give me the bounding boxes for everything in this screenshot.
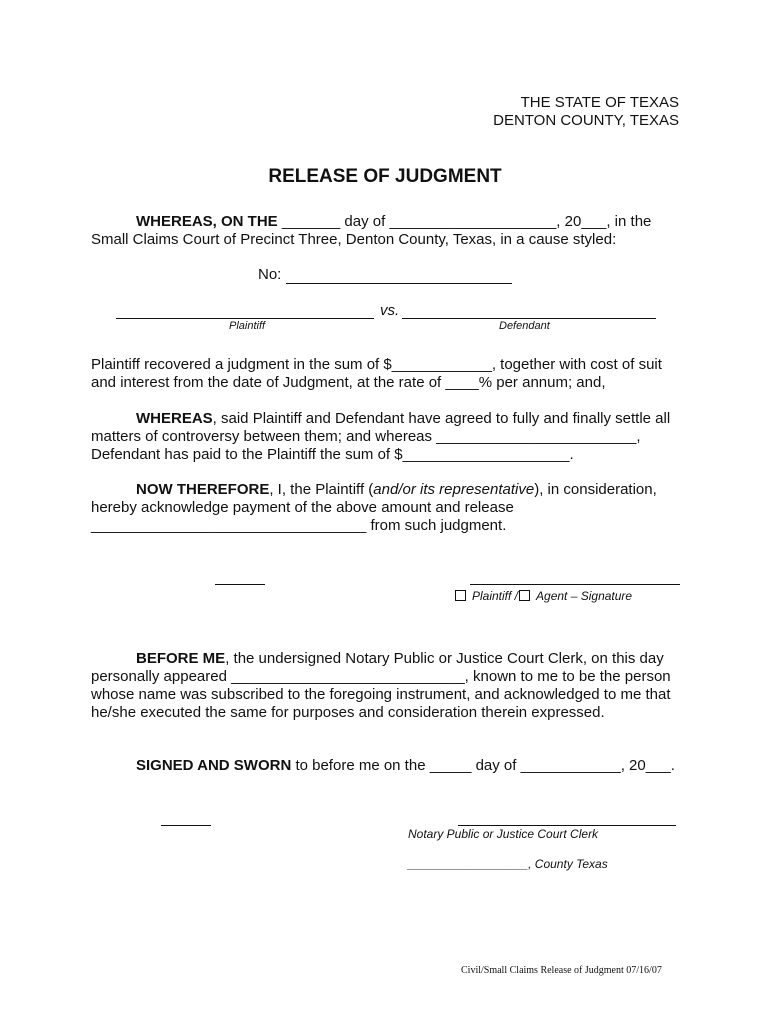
para5-line1 [136, 650, 664, 668]
county-caption: __________________, County Texas [408, 857, 608, 871]
case-no-label: No: [258, 266, 282, 283]
para5-line4: he/she executed the same for purposes and consideration therein expressed. [91, 704, 605, 721]
para5-line3: whose name was subscribed to the foregoing instrument, and acknowledged to me that [91, 686, 671, 703]
para5-lead: BEFORE ME [136, 650, 226, 667]
para1-lead: WHEREAS, ON THE [136, 213, 278, 230]
plaintiff-checkbox[interactable] [455, 590, 466, 601]
case-no-line[interactable] [286, 283, 512, 284]
para6-lead: SIGNED AND SWORN [136, 757, 292, 774]
plaintiff-option-label: Plaintiff / [472, 589, 519, 603]
signature-caption [455, 589, 632, 603]
date-short-line[interactable] [215, 584, 265, 585]
header-county: DENTON COUNTY, TEXAS [493, 112, 679, 129]
footer-form-id: Civil/Small Claims Release of Judgment 07/16/07 [461, 965, 662, 976]
para1-line1 [136, 213, 651, 231]
notary-date-short-line[interactable] [161, 825, 211, 826]
notary-caption: Notary Public or Justice Court Clerk [408, 827, 599, 841]
vs-label: vs. [380, 302, 400, 319]
para4-line1-italic: and/or its representative [373, 481, 535, 498]
para4-line1-end: ), in consideration, [534, 481, 657, 498]
agent-checkbox[interactable] [519, 590, 530, 601]
para5-line1-rest: , the undersigned Notary Public or Justice Court Clerk, on this day [225, 650, 664, 667]
document-title: RELEASE OF JUDGMENT [268, 166, 502, 187]
plaintiff-name-line[interactable] [116, 318, 374, 319]
para4-lead: NOW THEREFORE [136, 481, 270, 498]
para2-line2: and interest from the date of Judgment, at the rate of ____% per annum; and, [91, 374, 606, 391]
defendant-caption: Defendant [499, 320, 550, 332]
para1-line2: Small Claims Court of Precinct Three, Denton County, Texas, in a cause styled: [91, 231, 617, 248]
para4-line1-mid: , I, the Plaintiff ( [269, 481, 374, 498]
para3-line3: Defendant has paid to the Plaintiff the sum of $____________________. [91, 446, 574, 463]
agent-option-label: Agent – Signature [536, 589, 633, 603]
defendant-name-line[interactable] [402, 318, 656, 319]
para6-line1 [136, 757, 675, 775]
para3-line1-rest: , said Plaintiff and Defendant have agreed to fully and finally settle all [212, 410, 671, 427]
para4-line1 [136, 481, 657, 499]
plaintiff-caption: Plaintiff [229, 320, 266, 332]
para2-line1: Plaintiff recovered a judgment in the sum of $____________, together with cost of suit [91, 356, 662, 373]
para5-line2: personally appeared ____________________________, known to me to be the person [91, 668, 671, 685]
para3-line2: matters of controversy between them; and whereas ________________________, [91, 428, 641, 445]
para4-line2: hereby acknowledge payment of the above amount and release [91, 499, 514, 516]
header-state: THE STATE OF TEXAS [520, 94, 679, 111]
para1-line1-rest: _______ day of ____________________, 20___, in the [281, 213, 652, 230]
para6-line1-rest: to before me on the _____ day of ____________, 20___. [291, 757, 675, 774]
signature-line[interactable] [470, 584, 680, 585]
notary-signature-line[interactable] [458, 825, 676, 826]
para3-lead: WHEREAS [136, 410, 213, 427]
para4-line3: _________________________________ from such judgment. [91, 517, 507, 534]
para3-line1 [136, 410, 670, 428]
